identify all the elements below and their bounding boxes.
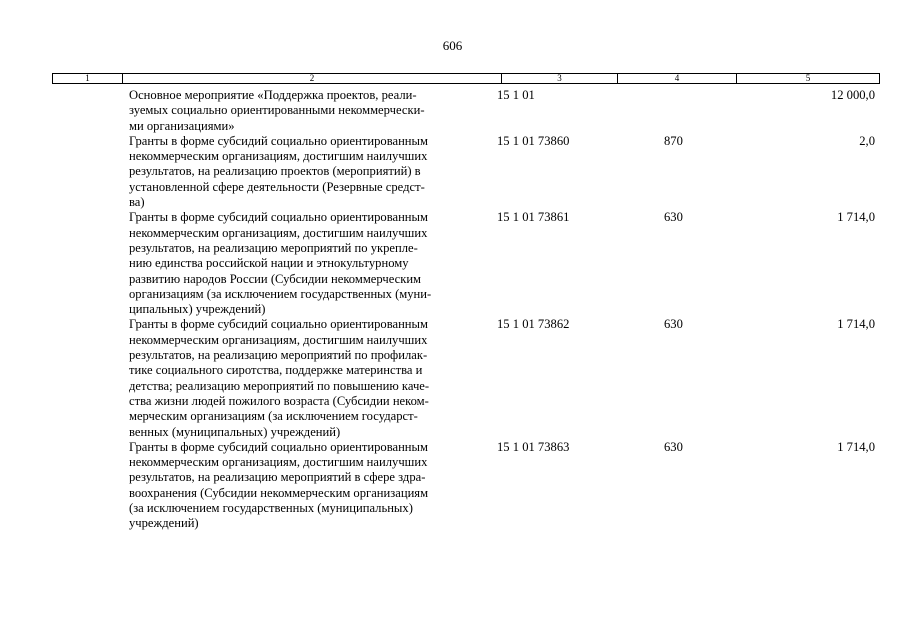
row-empty-cell [52, 317, 129, 439]
row-description [129, 317, 497, 439]
row-code: 15 1 01 73861 [497, 210, 570, 225]
row-type [624, 88, 744, 134]
row-type: 630 [664, 439, 683, 454]
description-line: некоммерческим организациям, достигшим наилучших [129, 225, 428, 240]
column-header-1: 1 [53, 74, 123, 83]
description-line: зуемых социально ориентированными некоммерчески- [129, 103, 425, 118]
description-line: учреждений) [129, 516, 199, 531]
description-line: установленной сфере деятельности (Резервные средст- [129, 179, 425, 194]
table-row [52, 317, 880, 439]
description-line: результатов, на реализацию мероприятий по укрепле- [129, 240, 418, 255]
description-line: некоммерческим организациям, достигшим наилучших [129, 332, 428, 347]
description-line: ми организациями» [129, 118, 235, 133]
description-line: Гранты в форме субсидий социально ориентированным [129, 439, 428, 454]
description-line: воохранения (Субсидии некоммерческим организациям [129, 485, 429, 500]
row-type: 630 [664, 317, 683, 332]
row-code: 15 1 01 73862 [497, 317, 570, 332]
row-description [129, 88, 497, 134]
row-code: 15 1 01 73863 [497, 439, 570, 454]
description-line: результатов, на реализацию мероприятий в сфере здра- [129, 470, 426, 485]
description-line: Гранты в форме субсидий социально ориентированным [129, 133, 428, 148]
row-code: 15 1 01 73860 [497, 133, 570, 148]
row-amount: 1 714,0 [837, 317, 875, 332]
description-line: результатов, на реализацию мероприятий по профилак- [129, 348, 428, 363]
description-line: результатов, на реализацию проектов (мероприятий) в [129, 164, 421, 179]
table-header [52, 73, 880, 84]
row-empty-cell [52, 210, 129, 317]
row-amount: 2,0 [859, 133, 875, 148]
description-line: некоммерческим организациям, достигшим наилучших [129, 455, 428, 470]
row-code: 15 1 01 [497, 88, 535, 102]
row-type: 870 [664, 133, 683, 148]
row-description [129, 134, 497, 210]
table-row [52, 210, 880, 317]
description-line: организациям (за исключением государственных (муни- [129, 286, 432, 301]
description-line: детства; реализацию мероприятий по повышению каче- [129, 378, 430, 393]
description-line: мерческим организациям (за исключением государст- [129, 409, 418, 424]
description-line: тике социального сиротства, поддержке материнства и [129, 363, 423, 378]
description-line: Гранты в форме субсидий социально ориентированным [129, 317, 428, 332]
description-line: венных (муниципальных) учреждений) [129, 424, 341, 439]
description-line: развитию народов России (Субсидии некоммерческим [129, 271, 422, 286]
row-description [129, 210, 497, 317]
table-row [52, 88, 880, 134]
column-header-4: 4 [618, 74, 737, 83]
row-empty-cell [52, 440, 129, 532]
column-header-2: 2 [123, 74, 502, 83]
description-line: Гранты в форме субсидий социально ориентированным [129, 210, 428, 225]
column-header-3: 3 [502, 74, 618, 83]
table-body [52, 88, 880, 532]
description-line: нию единства российской нации и этнокультурному [129, 256, 409, 271]
table-row [52, 134, 880, 210]
description-line: ципальных) учреждений) [129, 302, 266, 317]
column-header-5: 5 [805, 73, 811, 83]
description-line: некоммерческим организациям, достигшим наилучших [129, 149, 428, 164]
description-line: ва) [129, 195, 145, 210]
row-empty-cell [52, 134, 129, 210]
description-line: Основное мероприятие «Поддержка проектов, реали- [129, 88, 417, 102]
row-description [129, 440, 497, 532]
row-amount: 1 714,0 [837, 439, 875, 454]
page-number: 606 [442, 38, 463, 53]
row-amount: 1 714,0 [837, 210, 875, 225]
row-amount: 12 000,0 [830, 88, 875, 102]
table-row [52, 440, 880, 532]
description-line: (за исключением государственных (муниципальных) [129, 501, 413, 516]
description-line: ства жизни людей пожилого возраста (Субсидии неком- [129, 393, 429, 408]
row-empty-cell [52, 88, 129, 134]
row-type: 630 [664, 210, 683, 225]
